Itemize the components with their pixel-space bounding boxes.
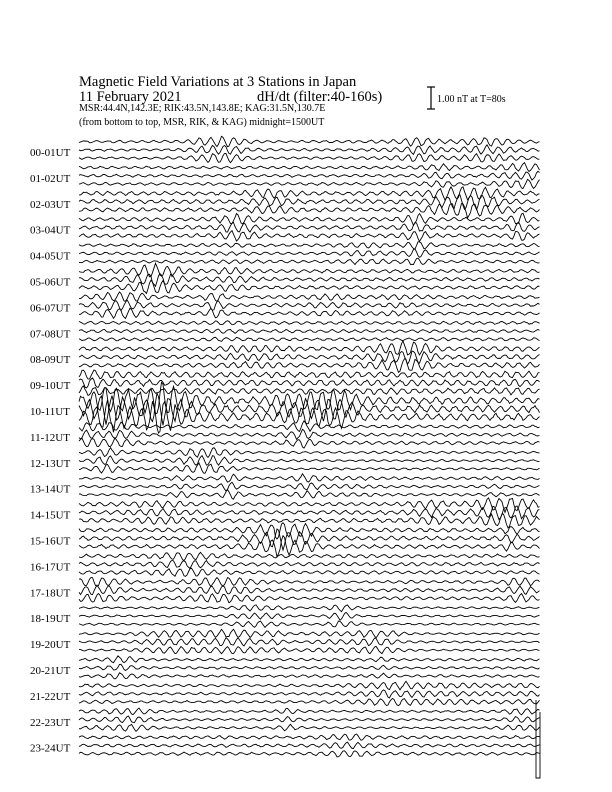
trace-kag-10-11ut — [79, 382, 540, 413]
hour-label: 10-11UT — [30, 406, 70, 418]
trace-rik-05-06ut — [79, 274, 540, 287]
trace-msr-11-12ut — [79, 438, 540, 448]
hour-label: 07-08UT — [30, 328, 71, 341]
trace-msr-21-22ut — [79, 698, 540, 705]
trace-kag-23-24ut — [79, 734, 540, 740]
trace-rik-17-18ut — [79, 585, 540, 595]
trace-rik-23-24ut — [79, 742, 540, 748]
trace-kag-06-07ut — [79, 292, 540, 301]
trace-rik-00-01ut — [79, 145, 540, 155]
trace-msr-01-02ut — [79, 179, 540, 188]
trace-kag-14-15ut — [79, 498, 540, 512]
trace-msr-05-06ut — [79, 280, 540, 293]
hour-label: 04-05UT — [30, 250, 71, 263]
hour-label: 08-09UT — [30, 354, 71, 367]
hour-label: 19-20UT — [30, 639, 71, 652]
trace-msr-02-03ut — [79, 204, 540, 218]
trace-kag-03-04ut — [79, 213, 540, 225]
trace-kag-20-21ut — [79, 656, 540, 663]
trace-msr-12-13ut — [79, 463, 540, 473]
trace-rik-19-20ut — [79, 638, 540, 646]
trace-kag-22-23ut — [79, 708, 540, 715]
trace-msr-17-18ut — [79, 594, 540, 603]
hour-label: 22-23UT — [30, 716, 71, 729]
trace-end-spike — [536, 700, 540, 778]
trace-rik-21-22ut — [79, 690, 540, 698]
trace-kag-02-03ut — [79, 187, 540, 200]
hour-label: 03-04UT — [30, 224, 71, 237]
trace-msr-03-04ut — [79, 231, 540, 242]
trace-kag-07-08ut — [79, 321, 540, 325]
trace-rik-01-02ut — [79, 171, 540, 180]
hour-label: 11-12UT — [30, 431, 70, 444]
station-coordinates: MSR:44.4N,142.3E; RIK:43.5N,143.8E; KAG:31.5N,130.7E — [79, 103, 326, 114]
trace-msr-22-23ut — [79, 724, 540, 731]
chart-title: Magnetic Field Variations at 3 Stations in Japan — [79, 74, 357, 90]
hour-label: 16-17UT — [30, 561, 71, 574]
trace-rik-04-05ut — [79, 249, 540, 257]
hour-label: 02-03UT — [30, 198, 71, 211]
hour-label: 17-18UT — [30, 587, 71, 600]
trace-msr-00-01ut — [79, 153, 540, 162]
hour-label: 14-15UT — [30, 509, 71, 522]
trace-msr-19-20ut — [79, 646, 540, 653]
trace-kag-09-10ut — [79, 370, 540, 379]
trace-kag-05-06ut — [79, 263, 540, 276]
trace-kag-00-01ut — [79, 136, 540, 146]
hour-label: 21-22UT — [30, 690, 71, 703]
trace-kag-17-18ut — [79, 578, 540, 587]
hour-label: 06-07UT — [30, 302, 71, 315]
trace-kag-12-13ut — [79, 448, 540, 458]
hour-label: 15-16UT — [30, 535, 71, 548]
scale-bar — [427, 87, 435, 109]
trace-order-note: (from bottom to top, MSR, RIK, & KAG) midnight=1500UT — [79, 117, 325, 128]
trace-msr-08-09ut — [79, 359, 540, 373]
trace-msr-06-07ut — [79, 308, 540, 318]
scale-bar-label: 1.00 nT at T=80s — [437, 94, 506, 105]
hour-label: 13-14UT — [30, 483, 71, 496]
hour-label: 23-24UT — [30, 742, 71, 755]
hour-label: 00-01UT — [30, 147, 71, 159]
trace-rik-07-08ut — [79, 329, 540, 333]
trace-kag-01-02ut — [79, 163, 540, 172]
hour-label: 09-10UT — [30, 380, 71, 393]
trace-kag-13-14ut — [79, 474, 540, 482]
trace-rik-02-03ut — [79, 195, 540, 210]
trace-kag-19-20ut — [79, 629, 540, 638]
hour-label: 01-02UT — [30, 172, 71, 185]
trace-msr-04-05ut — [79, 258, 540, 264]
trace-kag-18-19ut — [79, 605, 540, 612]
trace-rik-08-09ut — [79, 351, 540, 364]
hour-label: 20-21UT — [30, 665, 71, 677]
trace-msr-23-24ut — [79, 751, 540, 757]
trace-msr-14-15ut — [79, 514, 540, 528]
trace-rik-11-12ut — [79, 429, 540, 439]
trace-rik-03-04ut — [79, 222, 540, 232]
chart-date: 11 February 2021 — [79, 89, 182, 105]
trace-kag-04-05ut — [79, 242, 540, 249]
trace-msr-18-19ut — [79, 621, 540, 627]
trace-msr-16-17ut — [79, 568, 540, 576]
trace-rik-16-17ut — [79, 560, 540, 568]
quantity-filter-label: dH/dt (filter:40-160s) — [257, 89, 383, 105]
trace-msr-13-14ut — [79, 489, 540, 499]
trace-rik-18-19ut — [79, 612, 540, 620]
trace-kag-21-22ut — [79, 681, 540, 690]
trace-kag-08-09ut — [79, 341, 540, 355]
hour-label: 18-19UT — [30, 613, 71, 626]
trace-msr-20-21ut — [79, 673, 540, 679]
trace-rik-06-07ut — [79, 300, 540, 311]
trace-rik-12-13ut — [79, 456, 540, 466]
trace-rik-13-14ut — [79, 482, 540, 491]
trace-msr-07-08ut — [79, 337, 540, 341]
hour-label: 12-13UT — [30, 457, 71, 470]
trace-rik-20-21ut — [79, 664, 540, 670]
trace-kag-16-17ut — [79, 552, 540, 560]
trace-rik-09-10ut — [79, 378, 540, 388]
hour-label: 05-06UT — [30, 276, 71, 289]
trace-rik-22-23ut — [79, 716, 540, 722]
